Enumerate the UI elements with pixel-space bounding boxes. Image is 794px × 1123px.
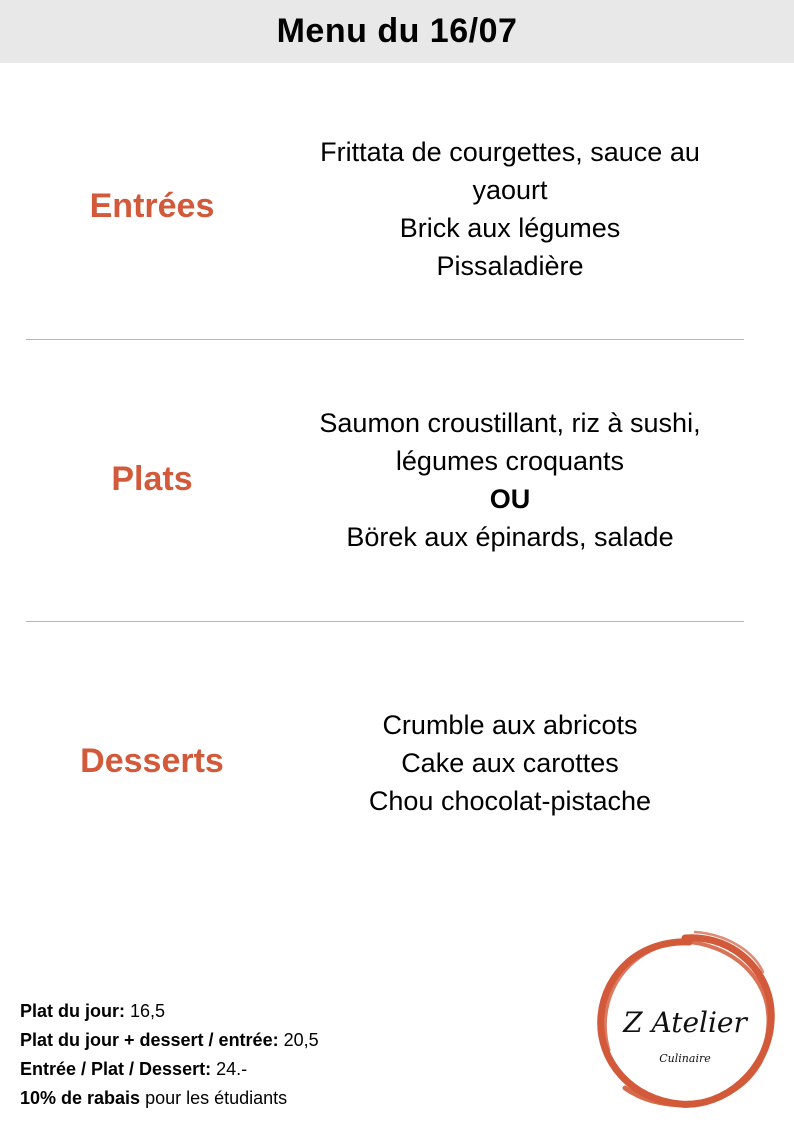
logo-subtitle: Culinaire	[659, 1052, 711, 1065]
section-title-entrees: Entrées	[89, 187, 215, 225]
section-divider	[26, 621, 744, 622]
entrees-items	[270, 133, 750, 285]
price-label: Entrée / Plat / Dessert:	[20, 1059, 212, 1079]
discount-label: 10% de rabais	[20, 1088, 141, 1108]
price-label: Plat du jour + dessert / entrée:	[20, 1030, 279, 1050]
menu-item: Börek aux épinards, salade	[346, 522, 674, 552]
z-atelier-logo	[585, 920, 785, 1120]
menu-item: Chou chocolat-pistache	[368, 786, 652, 816]
discount-value: pour les étudiants	[145, 1088, 288, 1108]
price-value: 16,5	[130, 1001, 166, 1021]
price-label: Plat du jour:	[20, 1001, 125, 1021]
logo-name: Z Atelier	[623, 1006, 747, 1039]
price-value: 24.-	[216, 1059, 248, 1079]
desserts-items	[270, 706, 750, 820]
price-line	[20, 1055, 319, 1084]
price-line	[20, 1026, 319, 1055]
section-title-desserts: Desserts	[80, 742, 224, 780]
menu-item: Frittata de courgettes, sauce au	[320, 137, 700, 167]
menu-item: Crumble aux abricots	[382, 710, 638, 740]
section-title-plats: Plats	[111, 460, 193, 498]
menu-item-or: OU	[489, 484, 531, 514]
pricing-info	[20, 997, 319, 1113]
menu-item: Pissaladière	[436, 251, 584, 281]
price-line	[20, 1084, 319, 1113]
menu-item: légumes croquants	[395, 446, 625, 476]
menu-item: Brick aux légumes	[399, 213, 621, 243]
section-divider	[26, 339, 744, 340]
price-value: 20,5	[283, 1030, 319, 1050]
menu-header	[0, 0, 794, 63]
menu-item: Saumon croustillant, riz à sushi,	[319, 408, 701, 438]
plats-items	[270, 404, 750, 556]
page-title: Menu du 16/07	[276, 12, 518, 50]
menu-item: Cake aux carottes	[401, 748, 619, 778]
price-line	[20, 997, 319, 1026]
menu-item: yaourt	[472, 175, 548, 205]
